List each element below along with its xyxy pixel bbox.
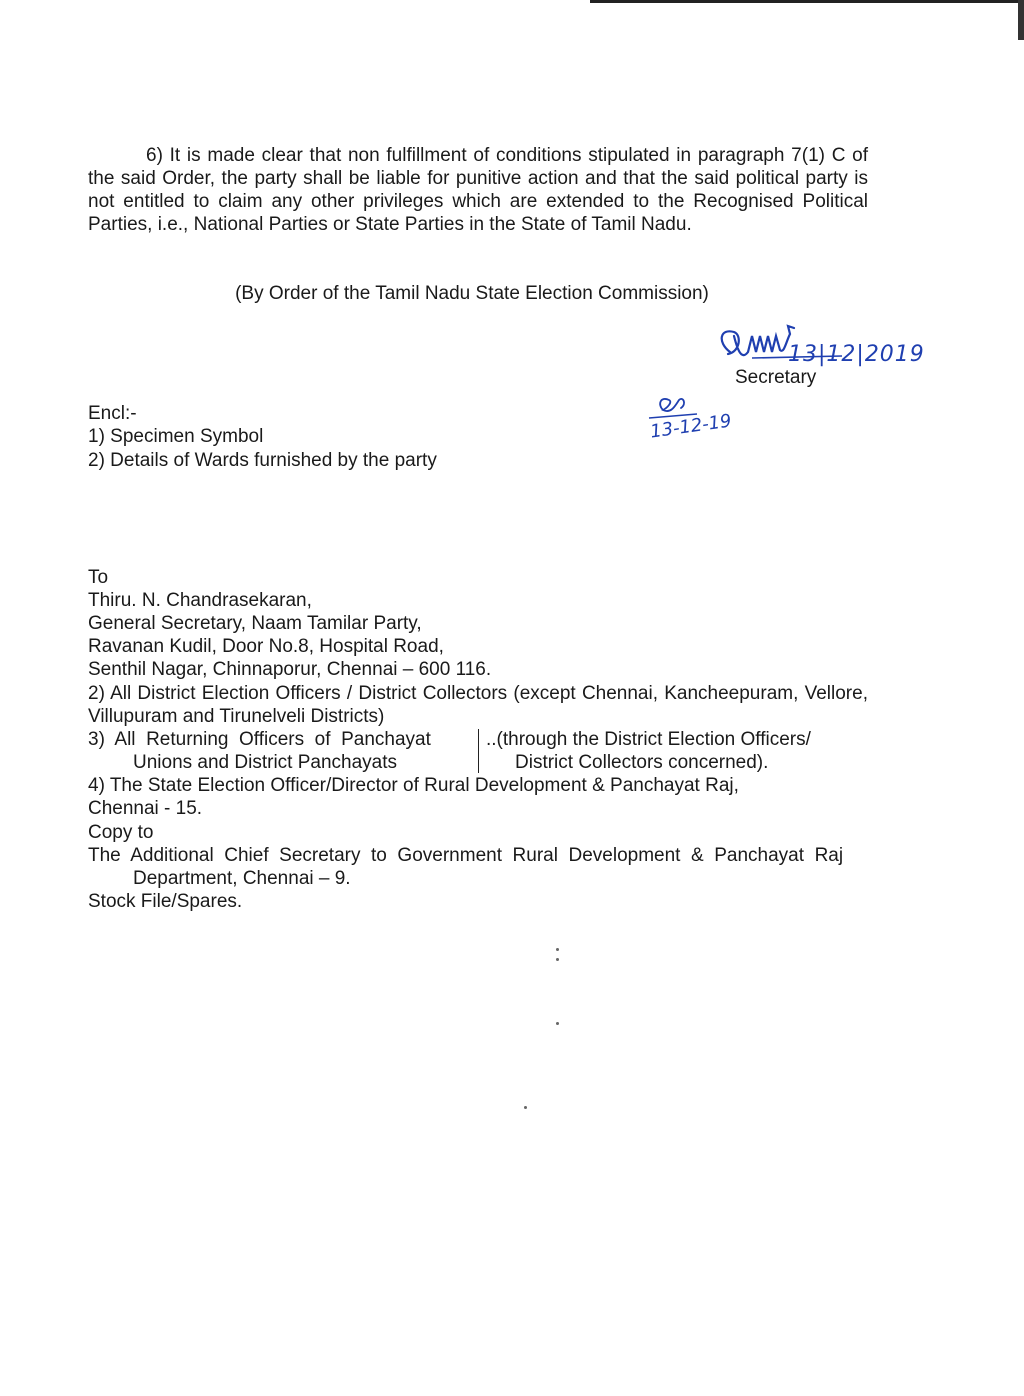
signatory-designation: Secretary	[735, 367, 817, 388]
addressee-line: General Secretary, Naam Tamilar Party,	[88, 613, 422, 634]
recipient-item-3-line-2: Unions and District Panchayats	[133, 752, 398, 773]
addressee-line: Thiru. N. Chandrasekaran,	[88, 590, 312, 611]
enclosure-item-1: 1) Specimen Symbol	[88, 426, 264, 447]
recipient-item-3-note-1: ..(through the District Election Officers/	[486, 729, 811, 750]
scan-speck	[556, 958, 559, 961]
paragraph-6: 6) It is made clear that non fulfillment of conditions stipulated in paragraph 7(1) C of the said Order, the party shall be liable for punitive action and that the said political party is not entitled to claim any other privileges which are extended to the Recognised Political Parties, i.e., National Parties or State Parties in the State of Tamil Nadu.	[88, 145, 868, 235]
signature-date: 13|12|2019	[788, 342, 925, 367]
initials-date: 13-12-19	[648, 410, 733, 443]
scan-edge	[1018, 0, 1024, 40]
copy-to-line-2: Department, Chennai – 9.	[133, 868, 351, 889]
bracket-divider	[478, 729, 479, 773]
scan-edge	[590, 0, 1024, 3]
scan-speck	[524, 1106, 527, 1109]
recipient-item-3-line-1: 3) All Returning Officers of Panchayat	[88, 729, 431, 750]
recipient-item-3-note-2: District Collectors concerned).	[515, 752, 769, 773]
to-label: To	[88, 567, 109, 588]
recipient-item-2: 2) All District Election Officers / District Collectors (except Chennai, Kancheepuram, Vellore, Villupuram and Tirunelveli Districts)	[88, 683, 868, 727]
enclosures-heading: Encl:-	[88, 403, 137, 424]
scan-speck	[556, 948, 559, 951]
recipient-item-4-line-1: 4) The State Election Officer/Director of Rural Development & Panchayat Raj,	[88, 775, 739, 796]
addressee-line: Ravanan Kudil, Door No.8, Hospital Road,	[88, 636, 444, 657]
scan-speck	[556, 1022, 559, 1025]
stock-file-line: Stock File/Spares.	[88, 891, 243, 912]
copy-to-heading: Copy to	[88, 822, 154, 843]
copy-to-line-1: The Additional Chief Secretary to Government Rural Development & Panchayat Raj	[88, 845, 844, 866]
by-order-line: (By Order of the Tamil Nadu State Election Commission)	[235, 283, 709, 304]
addressee-line: Senthil Nagar, Chinnaporur, Chennai – 600 116.	[88, 659, 492, 680]
enclosure-item-2: 2) Details of Wards furnished by the party	[88, 450, 437, 471]
recipient-item-4-line-2: Chennai - 15.	[88, 798, 203, 819]
